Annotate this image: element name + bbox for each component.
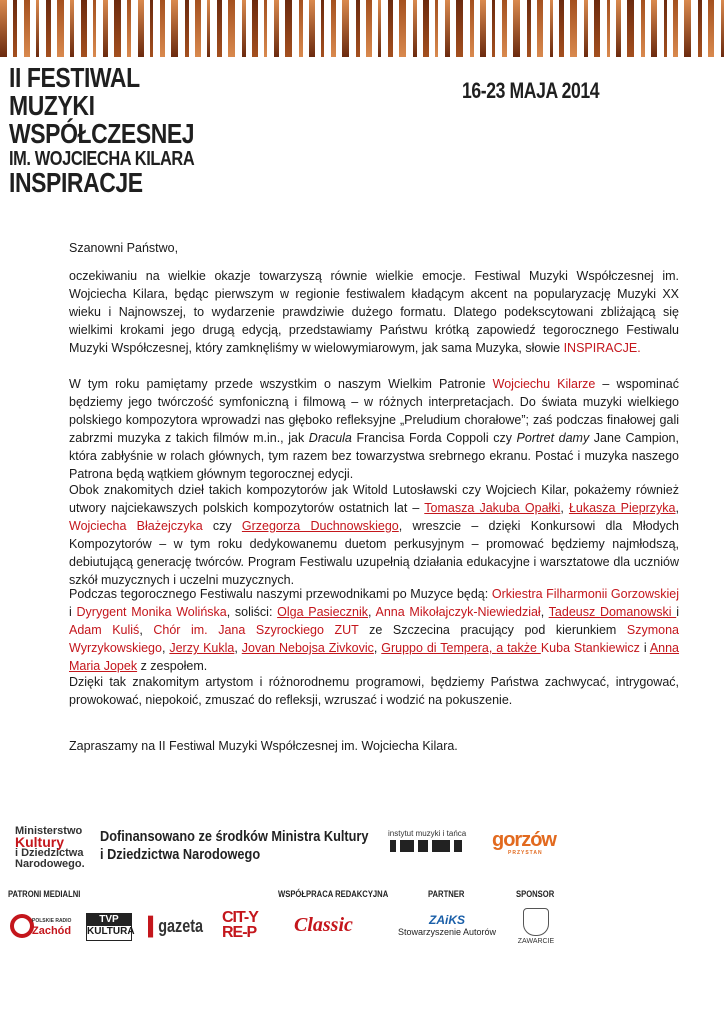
stripe [207, 0, 210, 57]
stripe [470, 0, 474, 57]
label-editorial: WSPÓŁPRACA REDAKCYJNA [278, 889, 389, 899]
stripe [242, 0, 246, 57]
stripe [513, 0, 520, 57]
radio-wave-icon [10, 912, 72, 940]
title-subtitle: IM. WOJCIECHA KILARA [9, 148, 195, 170]
stripe [388, 0, 393, 57]
stripe [559, 0, 564, 57]
stripe [616, 0, 621, 57]
stripe [435, 0, 438, 57]
stripe [57, 0, 64, 57]
stripe [641, 0, 645, 57]
label-partner: PARTNER [428, 889, 465, 899]
stripe [698, 0, 702, 57]
name-blazejczyk: Wojciecha Błażejczyka [69, 519, 203, 533]
stripe [502, 0, 507, 57]
stripe [93, 0, 96, 57]
theme-highlight: INSPIRACJE. [563, 341, 641, 355]
stripe [264, 0, 267, 57]
stripe [114, 0, 121, 57]
radio-classic-logo: Classic [294, 914, 353, 936]
festival-title [9, 64, 235, 197]
stripe [299, 0, 303, 57]
gazeta-logo: ▌gazeta [148, 916, 204, 936]
letter-paragraph-2: W tym roku pamiętamy przede wszystkim o naszym Wielkim Patronie Wojciechu Kilarze – wspominać będziemy jego twórczość symfoniczną i filmową – w różnych interpretacjach. Do świata muzyki wielkiego polskiego kompozytora wprowadzi nas głęboko refleksyjne „Preludium chorałowe”; zaś podczas finałowej gali zabrzmi muzyka z takich filmów m.in., jak Dracula Francisa Forda Coppoli czy Portret damy Jane Campion, która zabłyśnie w rolach głównych, tym razem bez towarzystwa srebrnego ekranu. Postać i muzyka naszego Patrona będą wątkiem głównym tegorocznej edycji. [69, 377, 679, 481]
letter-paragraph-4: Podczas tegorocznego Festiwalu naszymi przewodnikami po Muzyce będą: Orkiestra Filharmonii Gorzowskiej i Dyrygent Monika Wolińska, soliści: Olga Pasiecznik, Anna Mikołajczyk-Niewiedział, Tadeusz Domanowski i Adam Kuliś, Chór im. Jana Szyrockiego ZUT ze Szczecina pracujący pod kierunkiem Szymona Wyrzykowskiego, Jerzy Kukla, Jovan Nebojsa Zivkovic, Gruppo di Tempera, a także Kuba Stankiewicz i Anna Maria Jopek z zespołem. [69, 587, 680, 673]
stripe [331, 0, 336, 57]
stripe [423, 0, 429, 57]
stripe [708, 0, 714, 57]
stripe [445, 0, 450, 57]
stripe [413, 0, 417, 57]
stripe [274, 0, 279, 57]
stripe [36, 0, 39, 57]
stripe [46, 0, 51, 57]
link-gruppo-di-tempera[interactable]: Gruppo di Tempera, [381, 641, 497, 655]
title-line-1: II FESTIWAL [9, 62, 140, 93]
stripe [664, 0, 667, 57]
letter-paragraph-1: oczekiwaniu na wielkie okazje towarzyszą równie wielkie emocje. Festiwal Muzyki Współczesnej im. Wojciecha Kilara, będąc pierwszym w regionie festiwalem kładącym akcent na popularyzację Muzyki XX wieku i Najnowszej, to wydarzenie prawdziwie dużego formatu. Dlatego podekscytowani zbliżającą się wielkimi krokami jego drugą edycją, przedstawiamy Państwu krótką zapowiedź tegorocznego Festiwalu Muzyki Współczesnej, który zamknęliśmy w wielowymiarowym, jak sama Muzyka, słowie INSPIRACJE. [69, 269, 679, 355]
stripe [584, 0, 588, 57]
stripe [673, 0, 678, 57]
title-line-2: MUZYKI [9, 90, 95, 121]
stripe [252, 0, 258, 57]
link-jopek[interactable]: Anna Maria Jopek [69, 641, 680, 673]
stripe [342, 0, 349, 57]
link-domanowski[interactable]: Tadeusz Domanowski [548, 605, 677, 619]
crest-icon [523, 908, 549, 936]
imit-logo-bars [390, 840, 464, 852]
stripe [217, 0, 222, 57]
link-zivkovic[interactable]: Jovan Nebojsa Zivkovic [241, 641, 374, 655]
gorzow-logo: gorzów PRZYSTAN [492, 829, 556, 856]
stripe [537, 0, 543, 57]
title-theme: INSPIRACJE [9, 167, 143, 198]
svg-text:Zachód: Zachód [32, 925, 72, 937]
title-line-3: WSPÓŁCZESNEJ [9, 118, 195, 149]
link-opalka[interactable]: Tomasza Jakuba Opałki [424, 501, 561, 515]
stripe [138, 0, 144, 57]
stripe [594, 0, 600, 57]
label-sponsor: SPONSOR [516, 889, 555, 899]
funding-note: Dofinansowano ze środków Ministra Kultury i Dziedzictwa Narodowego [100, 828, 369, 863]
patron-name: Wojciechu Kilarze [492, 377, 596, 391]
stripe [103, 0, 108, 57]
stripe [185, 0, 189, 57]
stripe [127, 0, 131, 57]
polskie-radio-zachod-logo [10, 912, 72, 940]
stripe [356, 0, 360, 57]
tvp-kultura-logo: TVP KULTURA [86, 913, 132, 941]
footer-stripe-block [586, 812, 724, 960]
label-media-patrons: PATRONI MEDIALNI [8, 889, 81, 899]
stripe [721, 0, 724, 57]
stripe [651, 0, 657, 57]
stripe [570, 0, 577, 57]
ministry-logo: Ministerstwo Kultury i Dziedzictwa Narodowego. [15, 825, 85, 870]
stripe [285, 0, 292, 57]
stripe [550, 0, 553, 57]
stripe [627, 0, 634, 57]
letter-greeting: Szanowni Państwo, [69, 241, 179, 255]
letter-paragraph-3: Obok znakomitych dzieł takich kompozytorów jak Witold Lutosławski czy Wojciech Kilar, pokażemy również utwory najciekawszych polskich kompozytorów ostatnich lat – Tomasza Jakuba Opałki, Łukasza Pieprzyka, Wojciecha Błażejczyka czy Grzegorza Duchnowskiego, wreszcie – dzięki Konkursowi dla Młodych Kompozytorów – w tym roku dedykowanemu duetom perkusyjnym – promować będziemy najmłodszą, debiutującą generację twórców. Program Festiwalu uzupełnią działania edukacyjne i warsztatowe dla uczniów szkół muzycznych i uczelni muzycznych. [69, 483, 680, 587]
stripe [321, 0, 324, 57]
stripe [70, 0, 74, 57]
letter-closing: Zapraszamy na II Festiwal Muzyki Współczesnej im. Wojciecha Kilara. [69, 739, 458, 753]
stripe [607, 0, 610, 57]
svg-text:POLSKIE RADIO: POLSKIE RADIO [32, 918, 72, 924]
stripe [171, 0, 178, 57]
stripe [13, 0, 17, 57]
stripe [24, 0, 30, 57]
city-magazine-logo: CIT-Y RE-P [222, 909, 258, 941]
imit-logo-label: instytut muzyki i tańca [388, 829, 467, 838]
stripe [0, 0, 7, 57]
stripe [81, 0, 87, 57]
stripe [399, 0, 406, 57]
stripe [366, 0, 372, 57]
link-duchnowski[interactable]: Grzegorza Duchnowskiego [241, 519, 399, 533]
stripe [150, 0, 153, 57]
stripe [456, 0, 463, 57]
zaiks-logo: ZAiKS Stowarzyszenie Autorów [398, 913, 497, 937]
zawarcie-logo: ZAWARCIE [516, 908, 556, 945]
link-pasiecznik[interactable]: Olga Pasiecznik [277, 605, 369, 619]
stripe [480, 0, 486, 57]
letter-paragraph-5: Dzięki tak znakomitym artystom i różnorodnemu programowi, będziemy Państwa zachwycać, intrygować, prowokować, niepokoić, zmuszać do refleksji, wzruszać i wodzić na pokuszenie. [69, 675, 679, 707]
stripe [684, 0, 691, 57]
stripe [309, 0, 315, 57]
stripe [378, 0, 381, 57]
link-kukla[interactable]: Jerzy Kukla [169, 641, 235, 655]
festival-dates: 16-23 MAJA 2014 [462, 78, 600, 103]
stripe [228, 0, 235, 57]
link-pieprzyk[interactable]: Łukasza Pieprzyka [568, 501, 676, 515]
stripe [492, 0, 495, 57]
top-stripe-border [0, 0, 724, 57]
stripe [527, 0, 531, 57]
stripe [195, 0, 201, 57]
stripe [160, 0, 165, 57]
